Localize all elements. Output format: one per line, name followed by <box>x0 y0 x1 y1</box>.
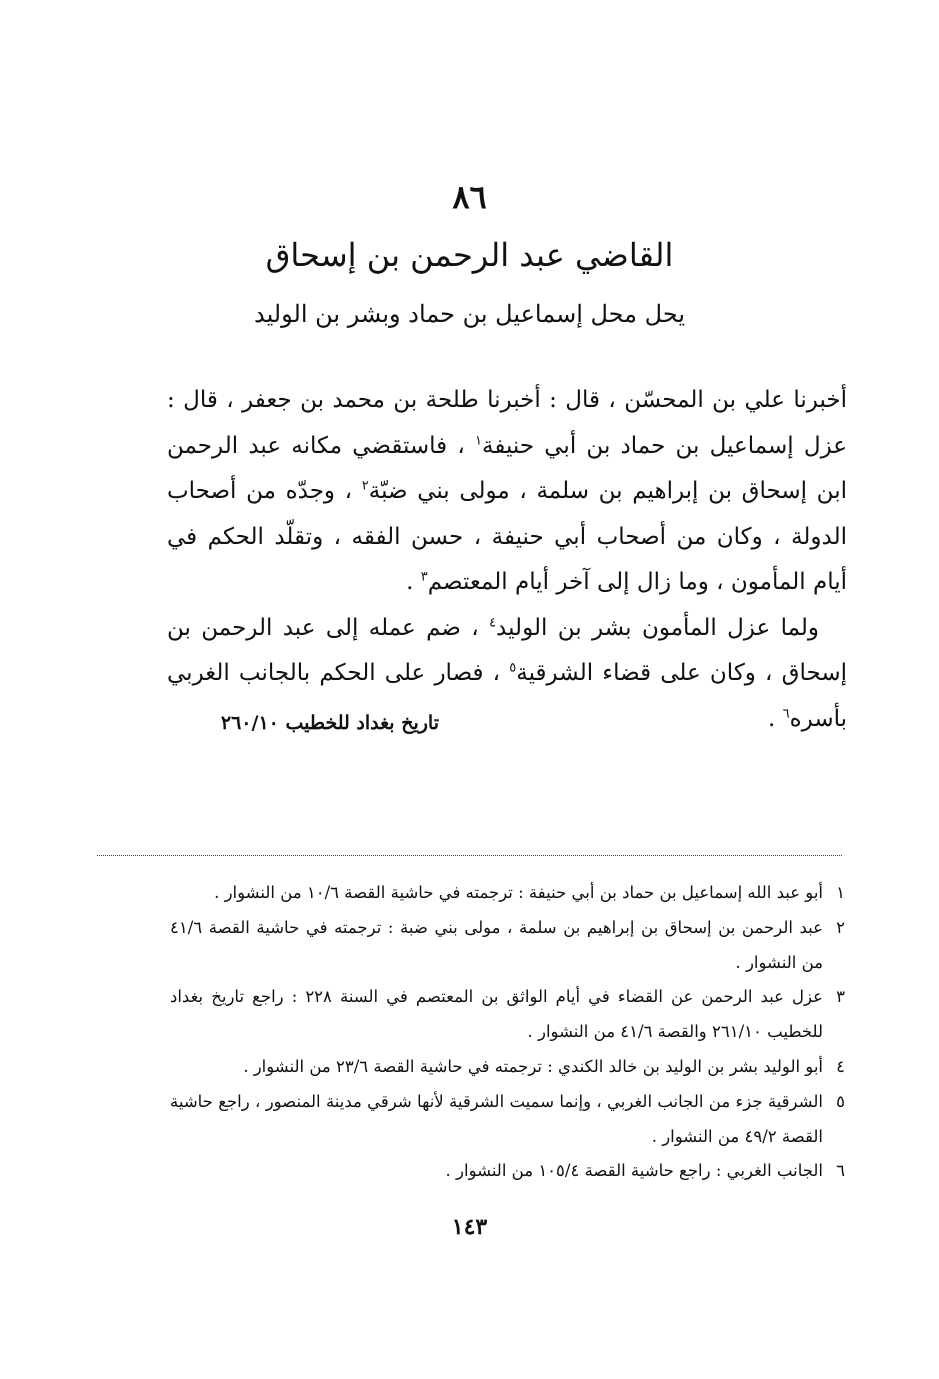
footnote-item <box>170 980 845 1050</box>
body-text-segment: أخبرنا علي بن المحسّن ، قال : أخبرنا طلحة بن محمد بن جعفر ، قال : عزل إسماعيل بن حماد بن أبي حنيفة <box>167 387 847 459</box>
body-text-segment: ، وجدّه من أصحاب الدولة ، وكان من أصحاب أبي حنيفة ، حسن الفقه ، وتقلّد الحكم في أيام المأمون ، وما زال إلى آخر أيام المعتصم <box>167 478 847 595</box>
footnote-reference-2: ٢ <box>361 478 369 494</box>
footnote-item <box>170 1050 845 1085</box>
footnote-text: الشرقية جزء من الجانب الغربي ، وإنما سميت الشرقية لأنها شرقي مدينة المنصور ، راجع حاشية القصة ٤٩/٢ من النشوار . <box>170 1091 823 1146</box>
footnote-item <box>170 876 845 911</box>
footnote-number: ٢ <box>836 917 845 937</box>
footnotes-list <box>170 876 845 1189</box>
footnote-number: ١ <box>836 883 845 902</box>
footnote-text: عبد الرحمن بن إسحاق بن إبراهيم بن سلمة ، مولى بني ضبة : ترجمته في حاشية القصة ٤١/٦ من النشوار . <box>170 917 823 972</box>
body-text-segment: . <box>767 705 783 732</box>
story-body <box>167 378 847 742</box>
footnote-text: عزل عبد الرحمن عن القضاء في أيام الواثق بن المعتصم في السنة ٢٢٨ : راجع تاريخ بغداد للخطيب ٢٦١/١٠ والقصة ٤١/٦ من النشوار . <box>170 987 823 1042</box>
footnote-text: أبو الوليد بشر بن الوليد بن خالد الكندي : ترجمته في حاشية القصة ٢٣/٦ من النشوار . <box>243 1056 823 1076</box>
footnote-reference-5: ٥ <box>509 660 517 676</box>
footnote-number: ٥ <box>836 1091 845 1111</box>
footnote-text: أبو عبد الله إسماعيل بن حماد بن أبي حنيفة : ترجمته في حاشية القصة ١٠/٦ من النشوار . <box>214 883 823 902</box>
source-citation: تاريخ بغداد للخطيب ٢٦٠/١٠ <box>220 712 439 734</box>
footnote-number: ٤ <box>836 1056 845 1076</box>
body-text-segment: ، فاستقضي مكانه عبد الرحمن ابن إسحاق بن إبراهيم بن سلمة ، مولى بني ضبّة <box>167 432 847 504</box>
footnote-reference-4: ٤ <box>489 614 497 630</box>
footnote-divider <box>97 855 842 856</box>
footnote-item <box>170 1154 845 1189</box>
body-paragraph-1 <box>167 378 847 606</box>
body-text-segment: ، فصار على الحكم بالجانب الغربي بأسره <box>167 660 847 732</box>
footnote-reference-6: ٦ <box>782 705 790 721</box>
footnote-number: ٦ <box>836 1161 845 1181</box>
page-number: ١٤٣ <box>451 1214 488 1240</box>
body-text-segment: ، ضم عمله إلى عبد الرحمن بن إسحاق ، وكان على قضاء الشرقية <box>167 614 847 686</box>
footnote-item <box>170 1085 845 1155</box>
body-text-segment: . <box>406 569 421 595</box>
story-title: القاضي عبد الرحمن بن إسحاق <box>265 236 674 274</box>
footnote-number: ٣ <box>836 987 845 1007</box>
footnote-item <box>170 911 845 981</box>
footnote-reference-3: ٣ <box>420 569 428 585</box>
body-text-segment: ولما عزل المأمون بشر بن الوليد <box>496 614 819 641</box>
story-subtitle: يحل محل إسماعيل بن حماد وبشر بن الوليد <box>253 300 686 328</box>
footnote-reference-1: ١ <box>475 432 482 448</box>
footnote-text: الجانب الغربي : راجع حاشية القصة ١٠٥/٤ من النشوار . <box>445 1161 823 1181</box>
story-number: ٨٦ <box>452 178 487 216</box>
